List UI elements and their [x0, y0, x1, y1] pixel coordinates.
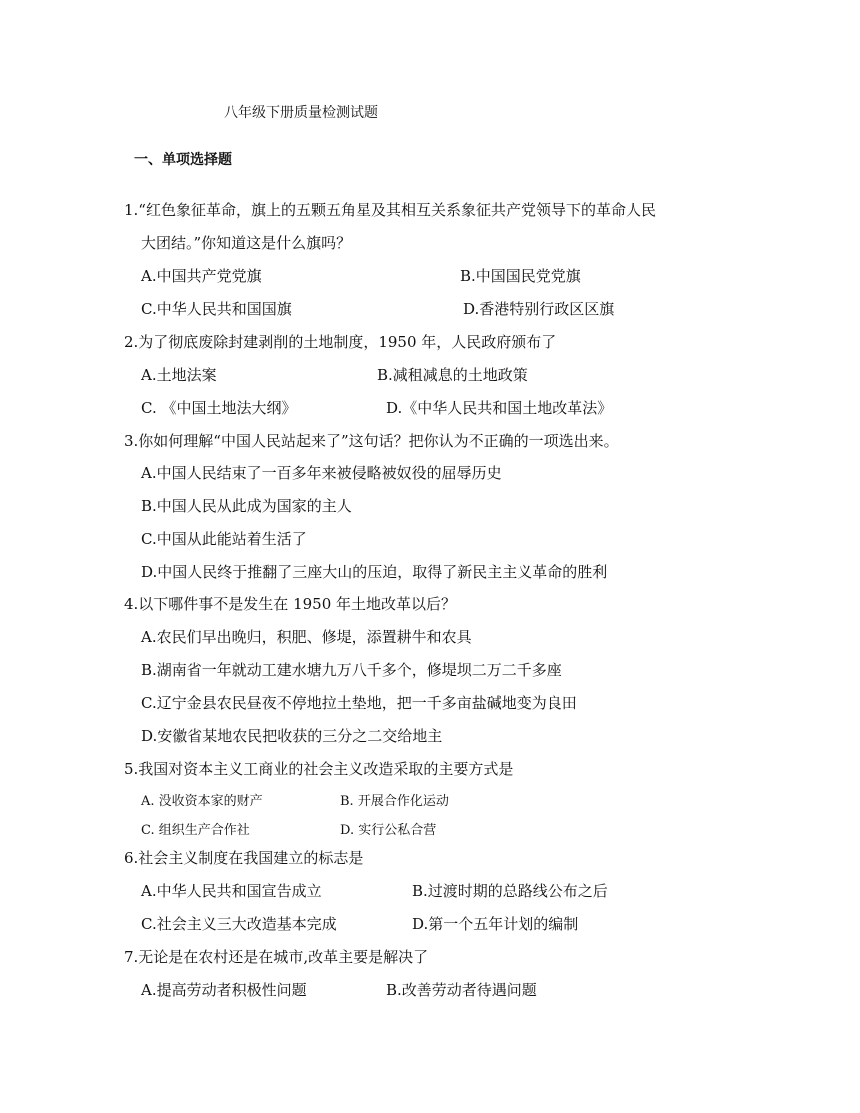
option-c: C.中国从此能站着生活了: [141, 530, 307, 548]
option-b: B.湖南省一年就动工建水塘九万八千多个，修堤坝二万二千多座: [141, 661, 562, 679]
option-b: B.减租减息的土地政策: [377, 366, 528, 384]
question-stem: 7.无论是在农村还是在城市,改革主要是解决了: [124, 948, 429, 966]
question-stem: 3.你如何理解“中国人民站起来了”这句话？把你认为不正确的一项选出来。: [124, 432, 619, 450]
question-stem: 2.为了彻底废除封建剥削的土地制度，1950 年，人民政府颁布了: [124, 333, 557, 351]
option-b: B. 开展合作化运动: [340, 794, 449, 809]
question-stem: 5.我国对资本主义工商业的社会主义改造采取的主要方式是: [124, 760, 514, 778]
question-stem: 4.以下哪件事不是发生在 1950 年土地改革以后？: [124, 595, 457, 613]
option-a: A.土地法案: [141, 366, 217, 384]
option-d: D.安徽省某地农民把收获的三分之二交给地主: [141, 727, 443, 745]
page-title: 八年级下册质量检测试题: [224, 105, 378, 121]
option-a: A.农民们早出晚归，积肥、修堤，添置耕牛和农具: [141, 628, 472, 646]
option-a: A.提高劳动者积极性问题: [141, 981, 307, 999]
option-d: D.香港特别行政区区旗: [463, 300, 615, 318]
option-d: D.第一个五年计划的编制: [412, 915, 579, 933]
question-stem: 1.“红色象征革命，旗上的五颗五角星及其相互关系象征共产党领导下的革命人民: [124, 201, 656, 219]
question-stem: 大团结。”你知道这是什么旗吗？: [141, 234, 352, 252]
option-a: A.中华人民共和国宣告成立: [141, 882, 322, 900]
option-b: B.改善劳动者待遇问题: [386, 981, 537, 999]
option-a: A. 没收资本家的财产: [141, 794, 263, 809]
question-stem: 6.社会主义制度在我国建立的标志是: [124, 849, 364, 867]
option-c: C. 《中国土地法大纲》: [141, 399, 297, 417]
option-a: A.中国人民结束了一百多年来被侵略被奴役的屈辱历史: [141, 464, 502, 482]
option-d: D.《中华人民共和国土地改革法》: [386, 399, 613, 417]
section-heading: 一、单项选择题: [134, 152, 232, 168]
option-d: D. 实行公私合营: [340, 823, 437, 838]
option-d: D.中国人民终于推翻了三座大山的压迫，取得了新民主主义革命的胜利: [141, 563, 608, 581]
option-b: B.中国人民从此成为国家的主人: [141, 497, 352, 515]
option-c: C.社会主义三大改造基本完成: [141, 915, 337, 933]
option-b: B.过渡时期的总路线公布之后: [412, 882, 608, 900]
option-c: C.中华人民共和国国旗: [141, 300, 292, 318]
option-a: A.中国共产党党旗: [141, 267, 262, 285]
option-b: B.中国国民党党旗: [460, 267, 581, 285]
option-c: C. 组织生产合作社: [141, 823, 250, 838]
option-c: C.辽宁金县农民昼夜不停地拉土垫地，把一千多亩盐碱地变为良田: [141, 694, 577, 712]
